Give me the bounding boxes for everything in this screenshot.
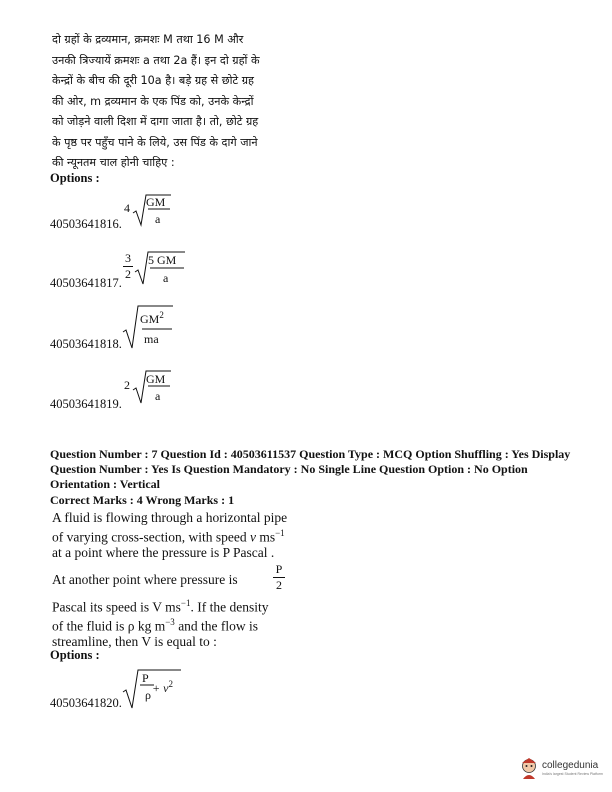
hindi-line: की ओर, m द्रव्यमान के एक पिंड को, उनके केन्द्रों [52,94,254,108]
question-text-cont [52,596,297,650]
radicand-numerator: P [142,671,149,685]
hindi-line: की न्यूनतम चाल होनी चाहिए : [52,156,175,169]
option-id: 40503641820. [50,696,122,710]
radicand-denominator: a [163,271,169,285]
brand-tagline: India's largest Student Review Platform [542,772,603,776]
radicand-term: + $v^2$ [152,679,173,695]
option-coefficient: 2 [124,378,130,392]
question-line: at a point where the pressure is P Pascal . [52,544,275,560]
hindi-line: के पृष्ठ पर पहुँच पाने के लिये, उस पिंड के दागे जाने [52,135,258,149]
marks-line: Correct Marks : 4 Wrong Marks : 1 [50,493,235,507]
hindi-line: को जोड़ने वाली दिशा में दागा जाता है। तो, छोटे ग्रह [52,115,259,128]
radicand-denominator: a [155,389,161,403]
meta-line: Question Number : Yes Is Question Mandatory : No Single Line Question Option : No Option [50,462,528,476]
question-line: Pascal its speed is V $ms^{-1}$. If the density [52,598,269,615]
speed-symbol: v [249,529,256,544]
coef-numerator: 3 [125,251,131,265]
question-line: streamline, then V is equal to : [52,634,217,649]
mascot-icon [518,757,540,781]
question-line: At another point where pressure is [52,572,238,587]
question-text [52,510,297,560]
hindi-line: केन्द्रों के बीच की दूरी 10a है। बड़े ग्रह से छोटे ग्रह [52,74,254,87]
fraction-numerator: P [275,562,283,576]
radicand-numerator [140,310,164,327]
pressure-fraction [273,563,285,592]
coef-denominator: 2 [125,267,131,281]
radicand-denominator: ma [144,332,159,346]
radicand-numerator: 5 GM [148,253,177,267]
option-coefficient-fraction [123,252,133,281]
brand-name: collegedunia [542,760,599,771]
option-id: 40503641816. [50,217,122,231]
numerator-base: GM [140,312,160,326]
meta-line: Question Number : 7 Question Id : 40503611537 Question Type : MCQ Option Shuffling : Yes Display [50,447,571,461]
options-label: Options : [50,648,100,662]
radicand-denominator: a [155,212,161,226]
question-line: of the fluid is ρ kg $m^{-3}$ and the flow is [52,617,259,634]
question-line: of varying cross-section, with speed v $ms^{-1}$ [52,527,285,544]
radicand-numerator: GM [146,195,166,209]
option-id: 40503641817. [50,276,122,290]
option-id: 40503641819. [50,397,122,411]
hindi-line: दो ग्रहों के द्रव्यमान, क्रमशः M तथा 16 M और [52,33,244,46]
option-coefficient: 4 [124,201,130,215]
option-id: 40503641818. [50,337,122,351]
fraction-denominator: 2 [276,578,282,592]
collegedunia-logo [518,757,606,783]
radicand-denominator: ρ [145,688,151,702]
previous-question-text [52,30,312,174]
hindi-line: उनकी त्रिज्यायें क्रमशः a तथा 2a हैं। इन दो ग्रहों के [52,53,260,67]
meta-line: Orientation : Vertical [50,477,160,491]
radicand-numerator: GM [146,372,166,386]
options-label: Options : [50,171,100,185]
question-line: A fluid is flowing through a horizontal pipe [52,510,288,525]
unit-exponent: −1 [275,527,285,538]
numerator-exponent: 2 [159,310,164,320]
question-meta [50,447,595,492]
